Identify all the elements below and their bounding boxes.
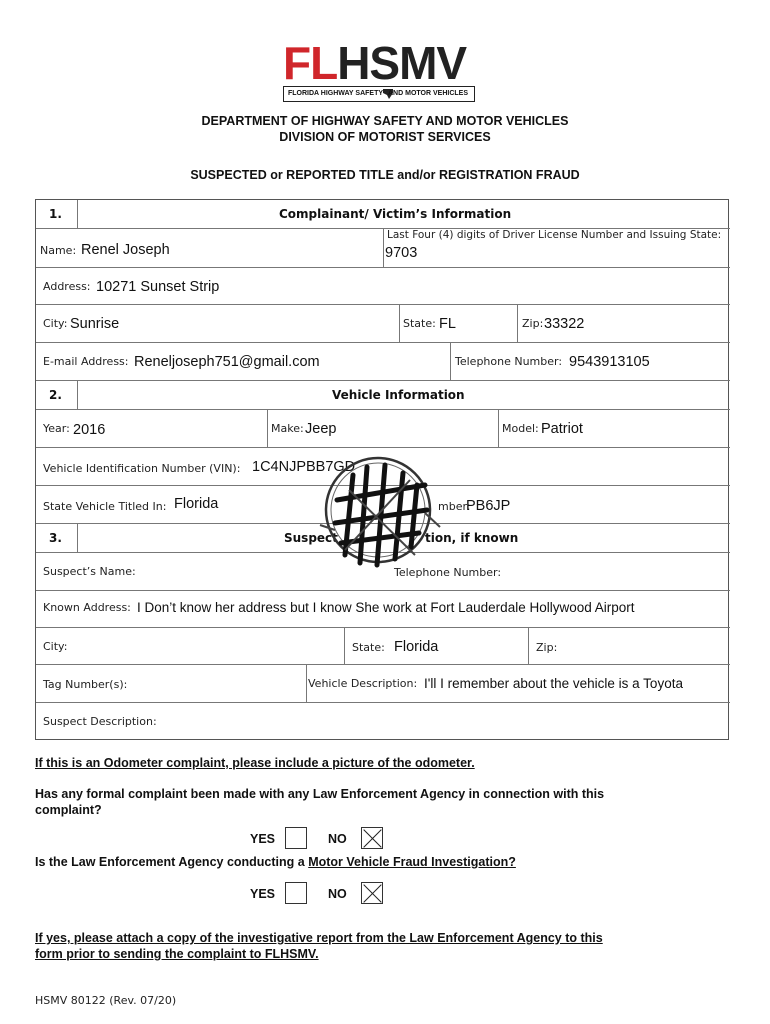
logo-band-left: FLORIDA HIGHWAY SAFETY <box>288 90 384 97</box>
address-label: Address: <box>43 280 91 293</box>
q2-yes-label: YES <box>250 887 276 901</box>
odometer-instruction: If this is an Odometer complaint, please include a picture of the odometer. <box>35 756 475 770</box>
vin-label: Vehicle Identification Number (VIN): <box>43 462 241 475</box>
flhsmv-logo <box>283 37 475 108</box>
license-label: Last Four (4) digits of Driver License Number and Issuing State: <box>387 229 722 241</box>
make-field[interactable]: Jeep <box>305 421 337 437</box>
tag-field[interactable]: PB6JP <box>466 498 511 514</box>
tag-numbers-label: Tag Number(s): <box>43 678 128 691</box>
q1-no-checkbox[interactable] <box>361 827 383 849</box>
known-address-label: Known Address: <box>43 601 131 614</box>
email-field[interactable]: Reneljoseph751@gmail.com <box>134 354 320 370</box>
vehicle-description-label: Vehicle Description: <box>308 677 418 690</box>
q1-yes-label: YES <box>250 832 276 846</box>
city-field[interactable]: Sunrise <box>70 316 120 332</box>
name-label: Name: <box>40 244 77 257</box>
make-label: Make: <box>271 422 304 435</box>
department-heading: DEPARTMENT OF HIGHWAY SAFETY AND MOTOR VEHICLES <box>201 114 569 128</box>
city-label: City: <box>43 317 68 330</box>
q2-no-checkbox[interactable] <box>361 882 383 904</box>
question-2-text: Is the Law Enforcement Agency conducting a <box>35 855 309 869</box>
suspect-zip-label: Zip: <box>536 641 558 654</box>
year-label: Year: <box>43 422 70 435</box>
attach-instruction-line-1: If yes, please attach a copy of the investigative report from the Law Enforcement Agency to this <box>35 931 603 945</box>
phone-field[interactable]: 9543913105 <box>569 354 650 370</box>
suspect-name-label: Suspect’s Name: <box>43 565 136 578</box>
logo-fl: FL <box>283 37 338 89</box>
q2-yes-checkbox[interactable] <box>285 882 307 904</box>
question-2-underlined: Motor Vehicle Fraud Investigation? <box>308 855 516 869</box>
zip-field[interactable]: 33322 <box>544 316 585 332</box>
section-2-number: 2. <box>49 388 62 402</box>
question-1-line-1: Has any formal complaint been made with any Law Enforcement Agency in connection with this <box>35 787 605 801</box>
q1-no-label: NO <box>328 832 347 846</box>
state-field[interactable]: FL <box>439 316 456 332</box>
phone-label: Telephone Number: <box>455 355 563 368</box>
model-field[interactable]: Patriot <box>541 421 583 437</box>
attach-instruction-line-2: form prior to sending the complaint to FLHSMV. <box>35 947 319 961</box>
section-1-number: 1. <box>49 207 62 221</box>
logo-hsmv: HSMV <box>337 37 467 89</box>
section-3-title-right: tion, if known <box>425 531 519 545</box>
license-field[interactable]: 9703 <box>385 245 418 261</box>
suspect-state-label: State: <box>352 641 385 654</box>
question-1-line-2: complaint? <box>35 803 102 817</box>
model-label: Model: <box>502 422 539 435</box>
state-label: State: <box>403 317 436 330</box>
section-2-title: Vehicle Information <box>332 388 465 402</box>
state-titled-field[interactable]: Florida <box>174 496 219 512</box>
logo-wordmark <box>283 37 467 89</box>
year-field[interactable]: 2016 <box>73 422 106 438</box>
email-label: E-mail Address: <box>43 355 129 368</box>
section-3-title-left: Suspect <box>284 531 338 545</box>
state-titled-label: State Vehicle Titled In: <box>43 500 167 513</box>
address-field[interactable]: 10271 Sunset Strip <box>96 279 220 295</box>
vin-field[interactable]: 1C4NJPBB7GD <box>252 459 356 475</box>
q1-yes-checkbox[interactable] <box>285 827 307 849</box>
form-title: SUSPECTED or REPORTED TITLE and/or REGISTRATION FRAUD <box>190 168 580 182</box>
logo-band-right: AND MOTOR VEHICLES <box>388 90 468 97</box>
tag-label-partial: mber: <box>438 500 471 513</box>
logo-band <box>283 86 475 102</box>
question-2 <box>35 855 516 869</box>
form-id-footer: HSMV 80122 (Rev. 07/20) <box>35 994 177 1007</box>
ink-scribble-mark <box>315 455 445 575</box>
q2-no-label: NO <box>328 887 347 901</box>
suspect-description-label: Suspect Description: <box>43 715 157 728</box>
suspect-city-label: City: <box>43 640 68 653</box>
zip-label: Zip: <box>522 317 544 330</box>
known-address-field[interactable]: I Don’t know her address but I know She work at Fort Lauderdale Hollywood Airport <box>137 600 635 615</box>
division-heading: DIVISION OF MOTORIST SERVICES <box>279 130 491 144</box>
name-field[interactable]: Renel Joseph <box>81 242 170 258</box>
section-3-number: 3. <box>49 531 62 545</box>
vehicle-description-field[interactable]: I'll I remember about the vehicle is a Toyota <box>424 676 683 691</box>
suspect-phone-label: Telephone Number: <box>394 566 502 579</box>
suspect-state-field[interactable]: Florida <box>394 639 439 655</box>
section-1-title: Complainant/ Victim’s Information <box>279 207 512 221</box>
